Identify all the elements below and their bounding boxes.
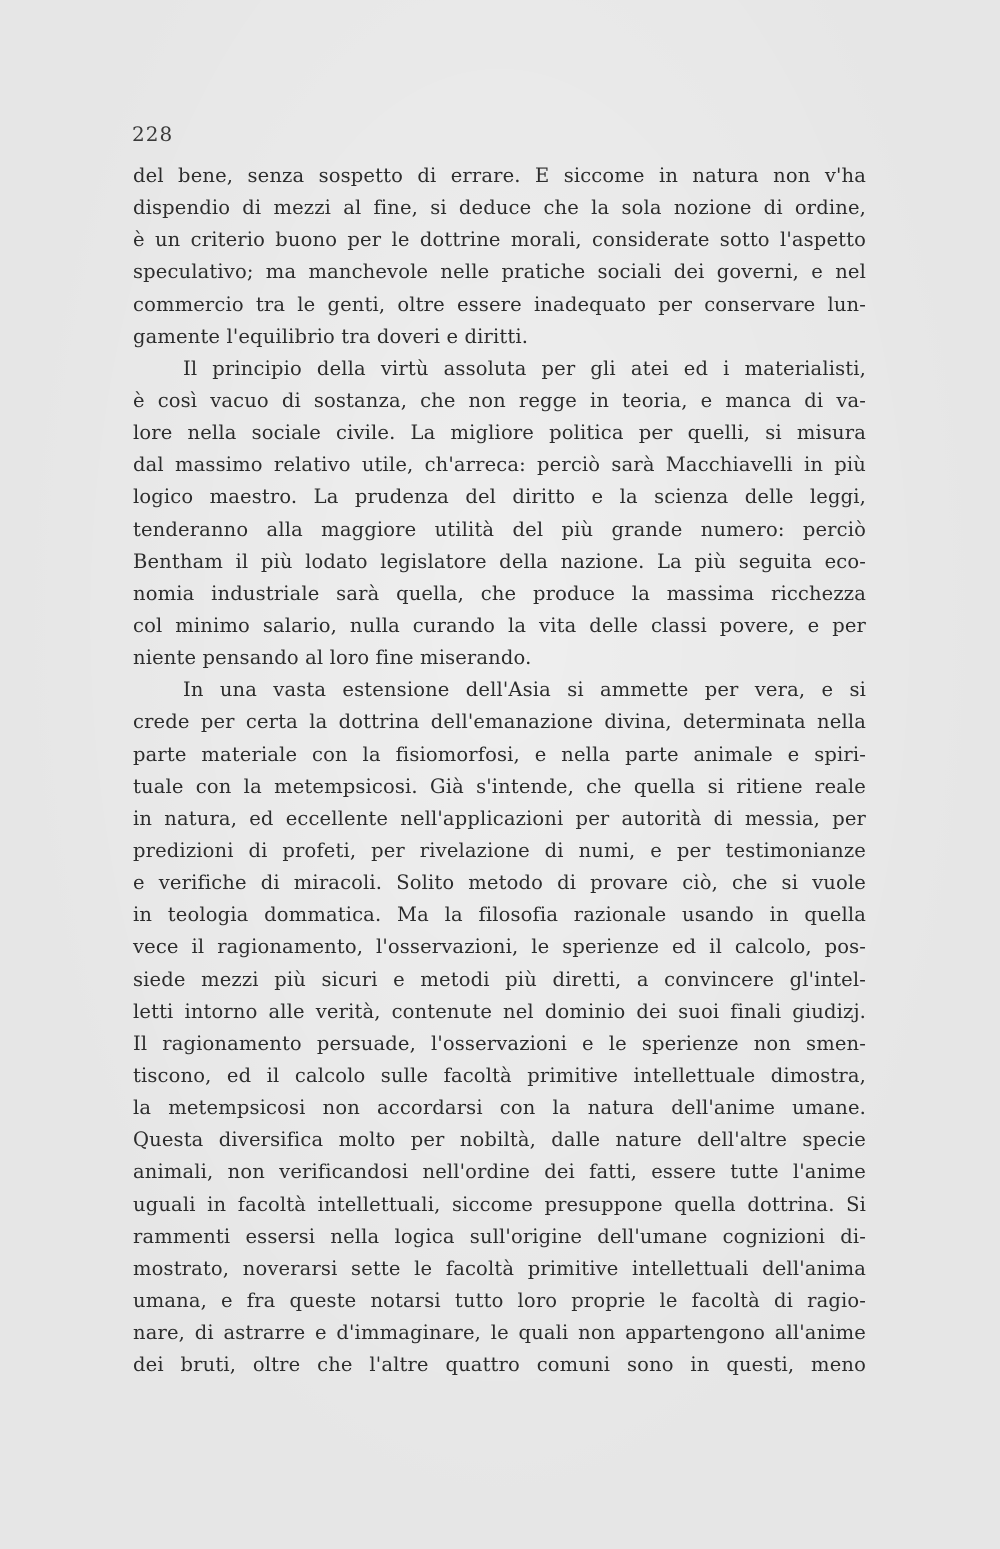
text-line: dispendio di mezzi al fine, si deduce che la sola nozione di ordine, — [133, 196, 866, 220]
paragraph-start-line: In una vasta estensione dell'Asia si ammette per vera, e si — [183, 678, 866, 702]
text-line: la metempsicosi non accordarsi con la natura dell'anime umane. — [133, 1096, 866, 1120]
text-line: gamente l'equilibrio tra doveri e diritti. — [133, 324, 529, 348]
text-line: speculativo; ma manchevole nelle pratiche sociali dei governi, e nel — [133, 260, 866, 284]
paragraph-start-line: Il principio della virtù assoluta per gli atei ed i materialisti, — [183, 356, 866, 380]
text-line: Il ragionamento persuade, l'osservazioni e le sperienze non smen- — [133, 1031, 866, 1055]
text-line: uguali in facoltà intellettuali, siccome presuppone quella dottrina. Si — [133, 1192, 866, 1216]
text-line: dal massimo relativo utile, ch'arreca: perciò sarà Macchiavelli in più — [133, 453, 866, 477]
text-line: Bentham il più lodato legislatore della nazione. La più seguita eco- — [133, 549, 866, 573]
text-line: e verifiche di miracoli. Solito metodo di provare ciò, che si vuole — [133, 871, 866, 895]
text-line: nomia industriale sarà quella, che produce la massima ricchezza — [133, 581, 866, 605]
text-line: rammenti essersi nella logica sull'origine dell'umane cognizioni di- — [133, 1224, 866, 1248]
text-line: niente pensando al loro fine miserando. — [133, 646, 532, 670]
text-line: predizioni di profeti, per rivelazione di numi, e per testimonianze — [133, 838, 866, 862]
text-line: Questa diversifica molto per nobiltà, dalle nature dell'altre specie — [133, 1128, 866, 1152]
text-line: lore nella sociale civile. La migliore politica per quelli, si misura — [133, 421, 866, 445]
page-number: 228 — [132, 122, 174, 146]
text-line: siede mezzi più sicuri e metodi più diretti, a convincere gl'intel- — [133, 967, 866, 991]
text-line: animali, non verificandosi nell'ordine dei fatti, essere tutte l'anime — [133, 1160, 866, 1184]
text-line: in natura, ed eccellente nell'applicazioni per autorità di messia, per — [133, 806, 866, 830]
text-line: in teologia dommatica. Ma la filosofia razionale usando in quella — [133, 903, 866, 927]
text-line: nare, di astrarre e d'immaginare, le quali non appartengono all'anime — [133, 1321, 866, 1345]
text-line: letti intorno alle verità, contenute nel dominio dei suoi finali giudizj. — [133, 999, 866, 1023]
text-line: umana, e fra queste notarsi tutto loro proprie le facoltà di ragio- — [133, 1288, 866, 1312]
text-line: crede per certa la dottrina dell'emanazione divina, determinata nella — [133, 710, 866, 734]
body-text — [133, 160, 866, 1381]
text-line: tuale con la metempsicosi. Già s'intende, che quella si ritiene reale — [133, 774, 866, 798]
text-line: vece il ragionamento, l'osservazioni, le sperienze ed il calcolo, pos- — [133, 935, 866, 959]
text-line: dei bruti, oltre che l'altre quattro comuni sono in questi, meno — [133, 1353, 866, 1377]
text-line: col minimo salario, nulla curando la vita delle classi povere, e per — [133, 613, 866, 637]
text-line: è così vacuo di sostanza, che non regge in teoria, e manca di va- — [133, 388, 866, 412]
text-line: è un criterio buono per le dottrine morali, considerate sotto l'aspetto — [133, 228, 866, 252]
text-line: parte materiale con la fisiomorfosi, e nella parte animale e spiri- — [133, 742, 866, 766]
text-line: logico maestro. La prudenza del diritto e la scienza delle leggi, — [133, 485, 866, 509]
text-line: commercio tra le genti, oltre essere inadequato per conservare lun- — [133, 292, 866, 316]
text-line: tiscono, ed il calcolo sulle facoltà primitive intellettuale dimostra, — [133, 1063, 866, 1087]
text-line: tenderanno alla maggiore utilità del più grande numero: perciò — [133, 517, 866, 541]
text-line: del bene, senza sospetto di errare. E siccome in natura non v'ha — [133, 164, 866, 187]
text-line: mostrato, noverarsi sette le facoltà primitive intellettuali dell'anima — [133, 1256, 866, 1280]
